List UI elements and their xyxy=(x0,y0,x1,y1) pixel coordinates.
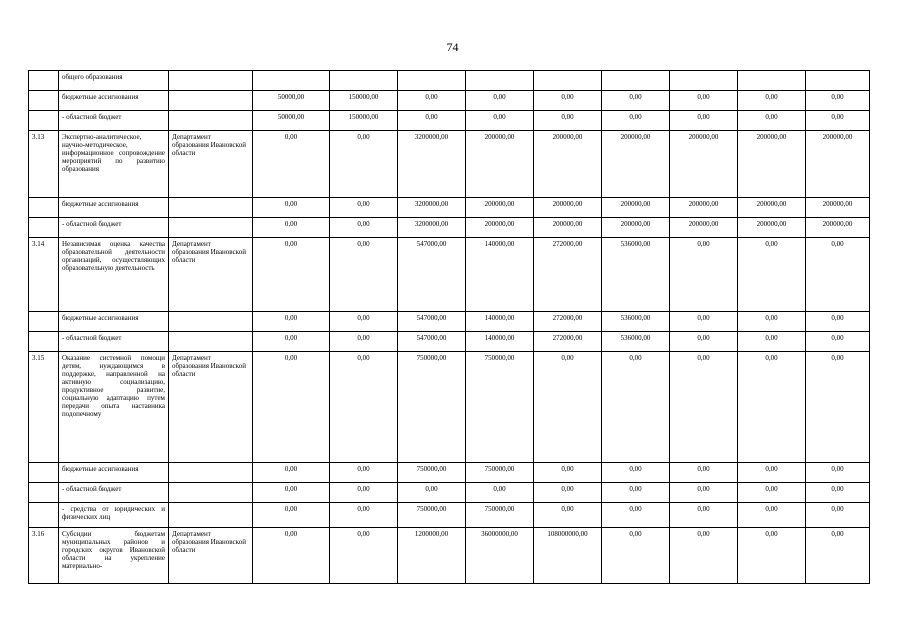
row-name: Независимая оценка качества образовательной деятельности организаций, осуществляющих образовательную деятельность xyxy=(59,238,169,312)
table-body xyxy=(29,71,870,584)
row-value: 0,00 xyxy=(330,198,398,218)
row-value: 200000,00 xyxy=(534,131,602,198)
row-index: 3.15 xyxy=(29,352,59,463)
row-value: 536000,00 xyxy=(602,238,670,312)
row-value: 547000,00 xyxy=(398,238,466,312)
row-value: 0,00 xyxy=(253,503,330,528)
row-value: 200000,00 xyxy=(534,218,602,238)
row-index xyxy=(29,332,59,352)
row-value: 0,00 xyxy=(806,238,870,312)
row-value: 0,00 xyxy=(602,528,670,584)
row-executor: Департамент образования Ивановской области xyxy=(169,131,253,198)
table-row xyxy=(29,352,870,463)
row-value: 140000,00 xyxy=(466,312,534,332)
row-value: 0,00 xyxy=(253,332,330,352)
row-value: 0,00 xyxy=(330,352,398,463)
row-value: 200000,00 xyxy=(738,218,806,238)
table-row xyxy=(29,131,870,198)
row-value: 0,00 xyxy=(806,503,870,528)
row-value: 200000,00 xyxy=(670,131,738,198)
page-number: 74 xyxy=(446,40,459,54)
row-index xyxy=(29,483,59,503)
table-row xyxy=(29,332,870,352)
row-executor: Департамент образования Ивановской области xyxy=(169,528,253,584)
row-name: Субсидии бюджетам муниципальных районов и городских округов Ивановской области на укрепление материально- xyxy=(59,528,169,584)
row-name: общего образования xyxy=(59,71,169,91)
row-value: 140000,00 xyxy=(466,332,534,352)
row-value: 0,00 xyxy=(738,528,806,584)
row-executor: Департамент образования Ивановской области xyxy=(169,352,253,463)
row-name: бюджетные ассигнования xyxy=(59,312,169,332)
row-value: 0,00 xyxy=(330,332,398,352)
row-value: 547000,00 xyxy=(398,312,466,332)
row-name: бюджетные ассигнования xyxy=(59,91,169,111)
row-value: 0,00 xyxy=(253,131,330,198)
row-value: 108000000,00 xyxy=(534,528,602,584)
row-value: 200000,00 xyxy=(806,218,870,238)
row-value: 200000,00 xyxy=(806,198,870,218)
row-name: - средства от юридических и физических лиц xyxy=(59,503,169,528)
row-value: 140000,00 xyxy=(466,238,534,312)
row-value: 0,00 xyxy=(670,352,738,463)
row-index: 3.16 xyxy=(29,528,59,584)
row-value: 200000,00 xyxy=(738,198,806,218)
row-value: 0,00 xyxy=(602,503,670,528)
row-value: 0,00 xyxy=(738,111,806,131)
table-row xyxy=(29,238,870,312)
row-executor xyxy=(169,111,253,131)
row-index xyxy=(29,71,59,91)
row-value: 0,00 xyxy=(806,332,870,352)
row-index xyxy=(29,503,59,528)
row-value: 0,00 xyxy=(806,312,870,332)
row-index xyxy=(29,198,59,218)
row-value: 0,00 xyxy=(253,312,330,332)
row-value: 0,00 xyxy=(738,91,806,111)
row-index xyxy=(29,91,59,111)
budget-table xyxy=(28,70,870,584)
table-row xyxy=(29,198,870,218)
row-value xyxy=(534,71,602,91)
row-value: 750000,00 xyxy=(398,503,466,528)
row-value xyxy=(398,71,466,91)
row-value: 0,00 xyxy=(670,503,738,528)
row-executor xyxy=(169,71,253,91)
row-value: 36000000,00 xyxy=(466,528,534,584)
row-value: 0,00 xyxy=(466,483,534,503)
row-value: 0,00 xyxy=(534,352,602,463)
table-row xyxy=(29,218,870,238)
row-value: 0,00 xyxy=(806,463,870,483)
row-value: 200000,00 xyxy=(466,218,534,238)
row-value: 536000,00 xyxy=(602,332,670,352)
row-executor xyxy=(169,463,253,483)
row-executor xyxy=(169,91,253,111)
row-value: 0,00 xyxy=(738,238,806,312)
row-value: 0,00 xyxy=(330,312,398,332)
row-value: 0,00 xyxy=(534,483,602,503)
row-value: 0,00 xyxy=(738,483,806,503)
row-value: 0,00 xyxy=(330,483,398,503)
table-row xyxy=(29,503,870,528)
row-index: 3.14 xyxy=(29,238,59,312)
row-value xyxy=(602,71,670,91)
row-value: 0,00 xyxy=(602,483,670,503)
row-value: 0,00 xyxy=(602,352,670,463)
row-value: 750000,00 xyxy=(398,352,466,463)
row-value: 0,00 xyxy=(330,503,398,528)
row-name: - областной бюджет xyxy=(59,483,169,503)
row-index xyxy=(29,111,59,131)
table-row xyxy=(29,71,870,91)
row-value xyxy=(670,71,738,91)
row-value: 0,00 xyxy=(806,528,870,584)
row-value: 0,00 xyxy=(466,91,534,111)
row-value: 0,00 xyxy=(602,111,670,131)
row-value: 0,00 xyxy=(806,91,870,111)
row-value: 0,00 xyxy=(670,238,738,312)
table-row xyxy=(29,528,870,584)
row-name: Экспертно-аналитическое, научно-методическое, информационное сопровождение мероприятий по развитию образования xyxy=(59,131,169,198)
table-row xyxy=(29,111,870,131)
row-value: 0,00 xyxy=(398,111,466,131)
table-row xyxy=(29,312,870,332)
table-row xyxy=(29,463,870,483)
row-value: 200000,00 xyxy=(602,198,670,218)
row-value: 0,00 xyxy=(602,91,670,111)
row-value: 272000,00 xyxy=(534,332,602,352)
row-name: - областной бюджет xyxy=(59,332,169,352)
row-value: 3200000,00 xyxy=(398,131,466,198)
row-value: 536000,00 xyxy=(602,312,670,332)
row-value: 0,00 xyxy=(670,528,738,584)
row-executor xyxy=(169,332,253,352)
row-value: 0,00 xyxy=(738,332,806,352)
row-value: 0,00 xyxy=(806,483,870,503)
row-value: 0,00 xyxy=(670,463,738,483)
row-value xyxy=(738,71,806,91)
row-value: 50000,00 xyxy=(253,91,330,111)
row-value: 0,00 xyxy=(806,111,870,131)
row-value: 750000,00 xyxy=(398,463,466,483)
row-value: 0,00 xyxy=(670,111,738,131)
row-value: 0,00 xyxy=(330,463,398,483)
row-value: 0,00 xyxy=(534,463,602,483)
row-value: 750000,00 xyxy=(466,352,534,463)
row-name: - областной бюджет xyxy=(59,218,169,238)
row-value: 547000,00 xyxy=(398,332,466,352)
row-value: 150000,00 xyxy=(330,91,398,111)
row-value: 200000,00 xyxy=(738,131,806,198)
row-value: 0,00 xyxy=(398,91,466,111)
row-index xyxy=(29,218,59,238)
row-executor: Департамент образования Ивановской области xyxy=(169,238,253,312)
row-value: 0,00 xyxy=(466,111,534,131)
table-row xyxy=(29,91,870,111)
row-value xyxy=(466,71,534,91)
row-name: Оказание системной помощи детям, нуждающимся в поддержке, направленной на активную социализацию, продуктивное развитие, социальную адаптацию путем передачи опыта наставника подопечному xyxy=(59,352,169,463)
row-index xyxy=(29,312,59,332)
row-value: 0,00 xyxy=(534,111,602,131)
row-executor xyxy=(169,312,253,332)
row-value: 272000,00 xyxy=(534,238,602,312)
row-value: 3200000,00 xyxy=(398,218,466,238)
row-value xyxy=(330,71,398,91)
row-value: 200000,00 xyxy=(670,198,738,218)
row-value: 0,00 xyxy=(330,131,398,198)
row-value: 0,00 xyxy=(602,463,670,483)
row-value: 750000,00 xyxy=(466,463,534,483)
row-value: 0,00 xyxy=(330,528,398,584)
row-value: 0,00 xyxy=(670,332,738,352)
row-value: 0,00 xyxy=(330,238,398,312)
row-value: 0,00 xyxy=(330,218,398,238)
row-executor xyxy=(169,503,253,528)
row-value: 0,00 xyxy=(738,352,806,463)
row-value: 0,00 xyxy=(670,483,738,503)
row-value: 50000,00 xyxy=(253,111,330,131)
row-name: бюджетные ассигнования xyxy=(59,198,169,218)
row-name: - областной бюджет xyxy=(59,111,169,131)
row-value: 0,00 xyxy=(738,463,806,483)
row-value xyxy=(806,71,870,91)
row-value: 200000,00 xyxy=(602,131,670,198)
row-value: 0,00 xyxy=(670,91,738,111)
row-value: 1200000,00 xyxy=(398,528,466,584)
row-value: 200000,00 xyxy=(670,218,738,238)
row-executor xyxy=(169,218,253,238)
row-value: 200000,00 xyxy=(806,131,870,198)
row-value: 0,00 xyxy=(534,503,602,528)
row-value: 0,00 xyxy=(253,528,330,584)
row-value: 200000,00 xyxy=(602,218,670,238)
row-index: 3.13 xyxy=(29,131,59,198)
row-value: 0,00 xyxy=(534,91,602,111)
row-value: 0,00 xyxy=(253,198,330,218)
row-value: 0,00 xyxy=(670,312,738,332)
row-value: 750000,00 xyxy=(466,503,534,528)
row-value: 0,00 xyxy=(253,483,330,503)
table-row xyxy=(29,483,870,503)
row-value: 0,00 xyxy=(253,218,330,238)
row-value: 0,00 xyxy=(738,312,806,332)
row-value: 0,00 xyxy=(253,238,330,312)
row-value: 200000,00 xyxy=(466,198,534,218)
row-value: 200000,00 xyxy=(534,198,602,218)
row-value: 3200000,00 xyxy=(398,198,466,218)
row-value: 200000,00 xyxy=(466,131,534,198)
row-value: 150000,00 xyxy=(330,111,398,131)
row-value xyxy=(253,71,330,91)
row-value: 0,00 xyxy=(738,503,806,528)
row-name: бюджетные ассигнования xyxy=(59,463,169,483)
row-value: 0,00 xyxy=(253,352,330,463)
row-executor xyxy=(169,483,253,503)
row-index xyxy=(29,463,59,483)
row-value: 272000,00 xyxy=(534,312,602,332)
row-value: 0,00 xyxy=(398,483,466,503)
row-value: 0,00 xyxy=(806,352,870,463)
row-value: 0,00 xyxy=(253,463,330,483)
row-executor xyxy=(169,198,253,218)
